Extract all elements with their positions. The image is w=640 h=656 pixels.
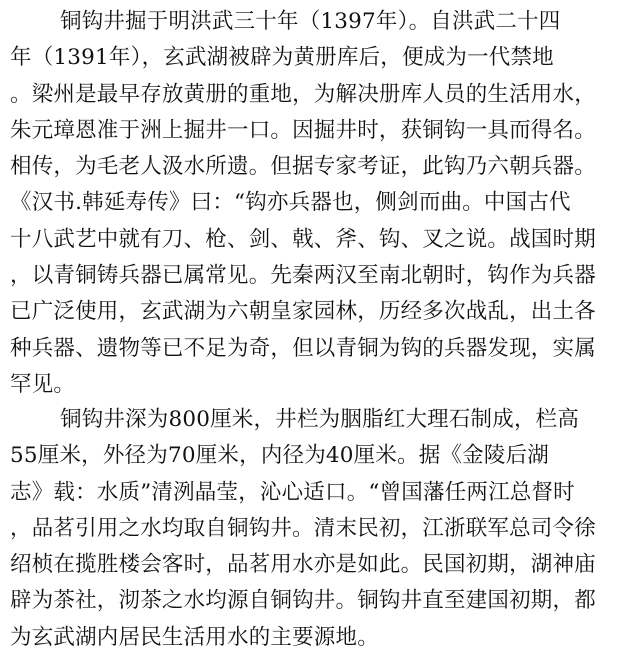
text-line: 年（1391年），玄武湖被辟为黄册库后，便成为一代禁地 xyxy=(10,45,554,71)
text-line: 种兵器、遗物等已不足为奇，但以青铜为钩的兵器发现，实属 xyxy=(10,335,596,361)
text-line: 志》载：水质”清洌晶莹，沁心适口。“曾国藩任两江总督时 xyxy=(10,479,575,505)
text-line: 十八武艺中就有刀、枪、剑、戟、斧、钩、叉之说。战国时期 xyxy=(10,226,596,252)
text-line: 。梁州是最早存放黄册的重地，为解决册库人员的生活用水， xyxy=(10,81,596,107)
text-line: 辟为茶社，沏茶之水均源自铜钩井。铜钩井直至建国初期，都 xyxy=(10,588,596,614)
paragraph-2 xyxy=(10,402,635,656)
text-line: 铜钩井掘于明洪武三十年（1397年）。自洪武二十四 xyxy=(60,9,561,34)
text-line: ，以青铜铸兵器已属常见。先秦两汉至南北朝时，钩作为兵器 xyxy=(10,263,596,289)
text-line: 为玄武湖内居民生活用水的主要源地。 xyxy=(10,624,379,650)
text-line: 已广泛使用，玄武湖为六朝皇家园林，历经多次战乱，出土各 xyxy=(10,299,596,325)
text-line: 55厘米，外径为70厘米，内径为40厘米。据《金陵后湖 xyxy=(10,443,549,469)
paragraph-1 xyxy=(10,4,635,403)
text-line: 罕见。 xyxy=(10,371,76,397)
text-line: 绍桢在揽胜楼会客时，品茗用水亦是如此。民国初期，湖神庙 xyxy=(10,552,596,578)
text-line: 铜钩井深为800厘米，井栏为胭脂红大理石制成，栏高 xyxy=(60,407,580,432)
text-line: 朱元璋恩准于洲上掘井一口。因掘井时，获铜钩一具而得名。 xyxy=(10,117,596,143)
text-line: 相传，为毛老人汲水所遗。但据专家考证，此钩乃六朝兵器。 xyxy=(10,154,596,180)
text-line: ，品茗引用之水均取自铜钩井。清末民初，江浙联军总司令徐 xyxy=(10,515,596,541)
text-line: 《汉书.韩延寿传》曰：“钩亦兵器也，侧剑而曲。中国古代 xyxy=(10,190,571,216)
